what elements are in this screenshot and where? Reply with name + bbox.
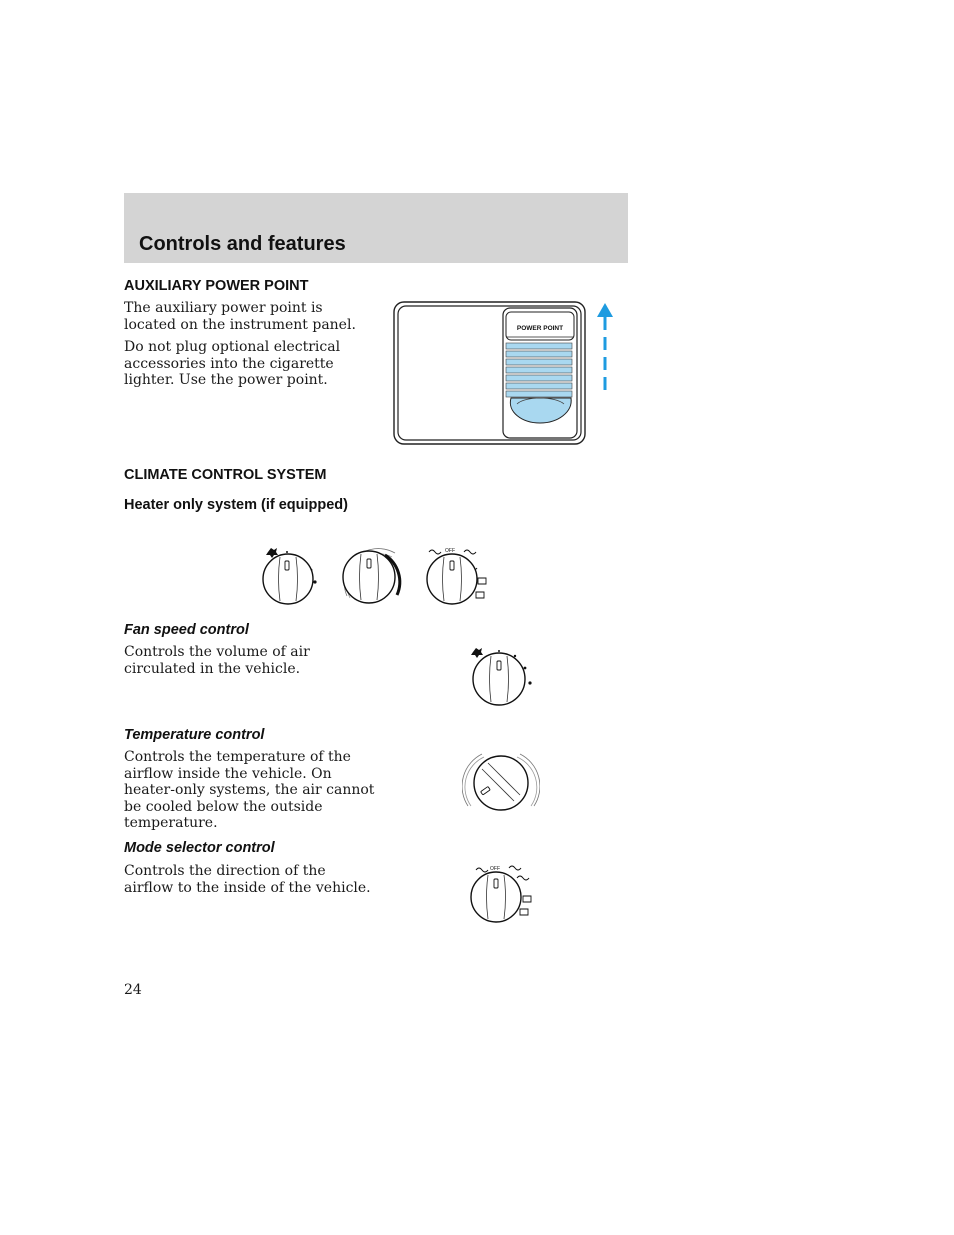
mode-selector-knob-icon bbox=[427, 548, 486, 604]
temperature-title: Temperature control bbox=[124, 727, 265, 743]
climate-heading: CLIMATE CONTROL SYSTEM bbox=[124, 467, 327, 483]
mode-selector-text: Controls the direction of the airflow to the inside of the vehicle. bbox=[124, 863, 371, 896]
fan-speed-knob-icon bbox=[466, 642, 540, 712]
mode-off-label: OFF bbox=[445, 548, 455, 554]
dashed-up-arrow-icon bbox=[596, 302, 614, 394]
power-point-paragraph-1: The auxiliary power point is located on the instrument panel. bbox=[124, 300, 356, 333]
temperature-knob-icon bbox=[462, 748, 540, 816]
mode-selector-knob-icon bbox=[466, 858, 540, 926]
power-point-panel-illustration bbox=[393, 300, 587, 446]
mode-selector-title: Mode selector control bbox=[124, 840, 275, 856]
power-point-label: POWER POINT bbox=[516, 325, 564, 332]
fan-speed-title: Fan speed control bbox=[124, 622, 249, 638]
heater-only-subheading: Heater only system (if equipped) bbox=[124, 497, 348, 513]
power-point-paragraph-2: Do not plug optional electrical accessories into the cigarette lighter. Use the power point. bbox=[124, 339, 341, 388]
header-band bbox=[124, 193, 628, 263]
page-title: Controls and features bbox=[139, 233, 346, 255]
page-number: 24 bbox=[124, 982, 142, 998]
temperature-text: Controls the temperature of the airflow inside the vehicle. On heater-only systems, the air cannot be cooled below the outside temperature. bbox=[124, 749, 375, 831]
climate-control-knobs-illustration bbox=[250, 538, 500, 610]
power-point-heading: AUXILIARY POWER POINT bbox=[124, 278, 309, 294]
fan-speed-knob-icon bbox=[263, 548, 317, 604]
temperature-knob-icon bbox=[343, 549, 400, 603]
mode-off-label: OFF bbox=[490, 866, 500, 872]
fan-speed-text: Controls the volume of air circulated in the vehicle. bbox=[124, 644, 310, 677]
